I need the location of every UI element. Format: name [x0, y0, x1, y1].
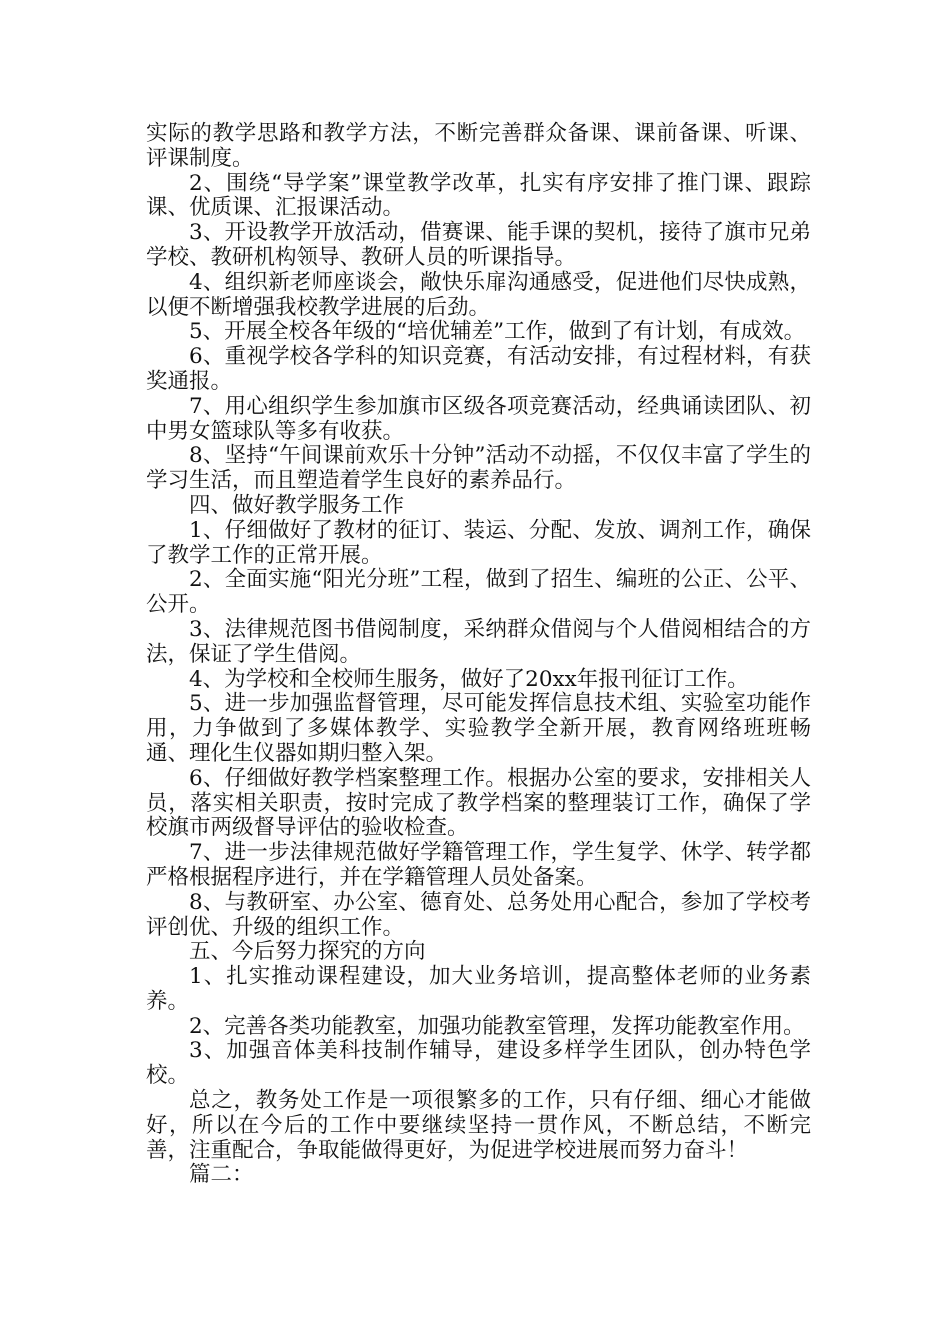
paragraph-continuation: 实际的教学思路和教学方法，不断完善群众备课、课前备课、听课、评课制度。: [146, 121, 811, 171]
paragraph-future-3: 3、加强音体美科技制作辅导，建设多样学生团队，创办特色学校。: [146, 1038, 811, 1089]
paragraph-item-4: 4、组织新老师座谈会，敞快乐扉沟通感受，促进他们尽快成熟，以便不断增强我校教学进展的后劲。: [146, 269, 811, 320]
paragraph-conclusion: 总之，教务处工作是一项很繁多的工作，只有仔细、细心才能做好，所以在今后的工作中要继续坚持一贯作风，不断总结，不断完善，注重配合，争取能做得更好，为促进学校进展而努力奋斗！: [146, 1088, 811, 1163]
paragraph-service-7: 7、进一步法律规范做好学籍管理工作，学生复学、休学、转学都严格根据程序进行，并在学籍管理人员处备案。: [146, 840, 811, 890]
document-page: [146, 122, 811, 1188]
paragraph-item-6: 6、重视学校各学科的知识竞赛，有活动安排，有过程材料，有获奖通报。: [146, 344, 811, 394]
paragraph-item-8: 8、坚持“午间课前欢乐十分钟”活动不动摇，不仅仅丰富了学生的学习生活，而且塑造着学生良好的素养品行。: [146, 443, 811, 494]
paragraph-item-5: 5、开展全校各年级的“培优辅差”工作，做到了有计划，有成效。: [189, 319, 806, 345]
paragraph-item-7: 7、用心组织学生参加旗市区级各项竞赛活动，经典诵读团队、初中男女篮球队等多有收获。: [146, 393, 811, 444]
paragraph-service-4: 4、为学校和全校师生服务，做好了20xx年报刊征订工作。: [189, 666, 749, 692]
section-heading-5: 五、今后努力探究的方向: [189, 939, 426, 965]
paragraph-service-6: 6、仔细做好教学档案整理工作。根据办公室的要求，安排相关人员，落实相关职责，按时完成了教学档案的整理装订工作，确保了学校旗市两级督导评估的验收检查。: [146, 765, 811, 841]
section-heading-4: 四、做好教学服务工作: [189, 492, 405, 518]
paragraph-future-1: 1、扎实推动课程建设，加大业务培训，提高整体老师的业务素养。: [146, 964, 811, 1014]
paragraph-part-two-label: 篇二：: [189, 1162, 254, 1188]
paragraph-future-2: 2、完善各类功能教室，加强功能教室管理，发挥功能教室作用。: [189, 1013, 805, 1039]
paragraph-item-2: 2、围绕“导学案”课堂教学改革，扎实有序安排了推门课、跟踪课、优质课、汇报课活动。: [146, 170, 811, 221]
paragraph-service-8: 8、与教研室、办公室、德育处、总务处用心配合，参加了学校考评创优、升级的组织工作。: [146, 889, 811, 940]
paragraph-service-3: 3、法律规范图书借阅制度，采纳群众借阅与个人借阅相结合的方法，保证了学生借阅。: [146, 616, 811, 667]
paragraph-service-5: 5、进一步加强监督管理，尽可能发挥信息技术组、实验室功能作用，力争做到了多媒体教学、实验教学全新开展，教育网络班班畅通、理化生仪器如期归整入架。: [146, 691, 811, 766]
paragraph-service-2: 2、全面实施“阳光分班”工程，做到了招生、编班的公正、公平、公开。: [146, 567, 811, 618]
paragraph-service-1: 1、仔细做好了教材的征订、装运、分配、发放、调剂工作，确保了教学工作的正常开展。: [146, 517, 811, 568]
paragraph-item-3: 3、开设教学开放活动，借赛课、能手课的契机，接待了旗市兄弟学校、教研机构领导、教研人员的听课指导。: [146, 220, 811, 270]
